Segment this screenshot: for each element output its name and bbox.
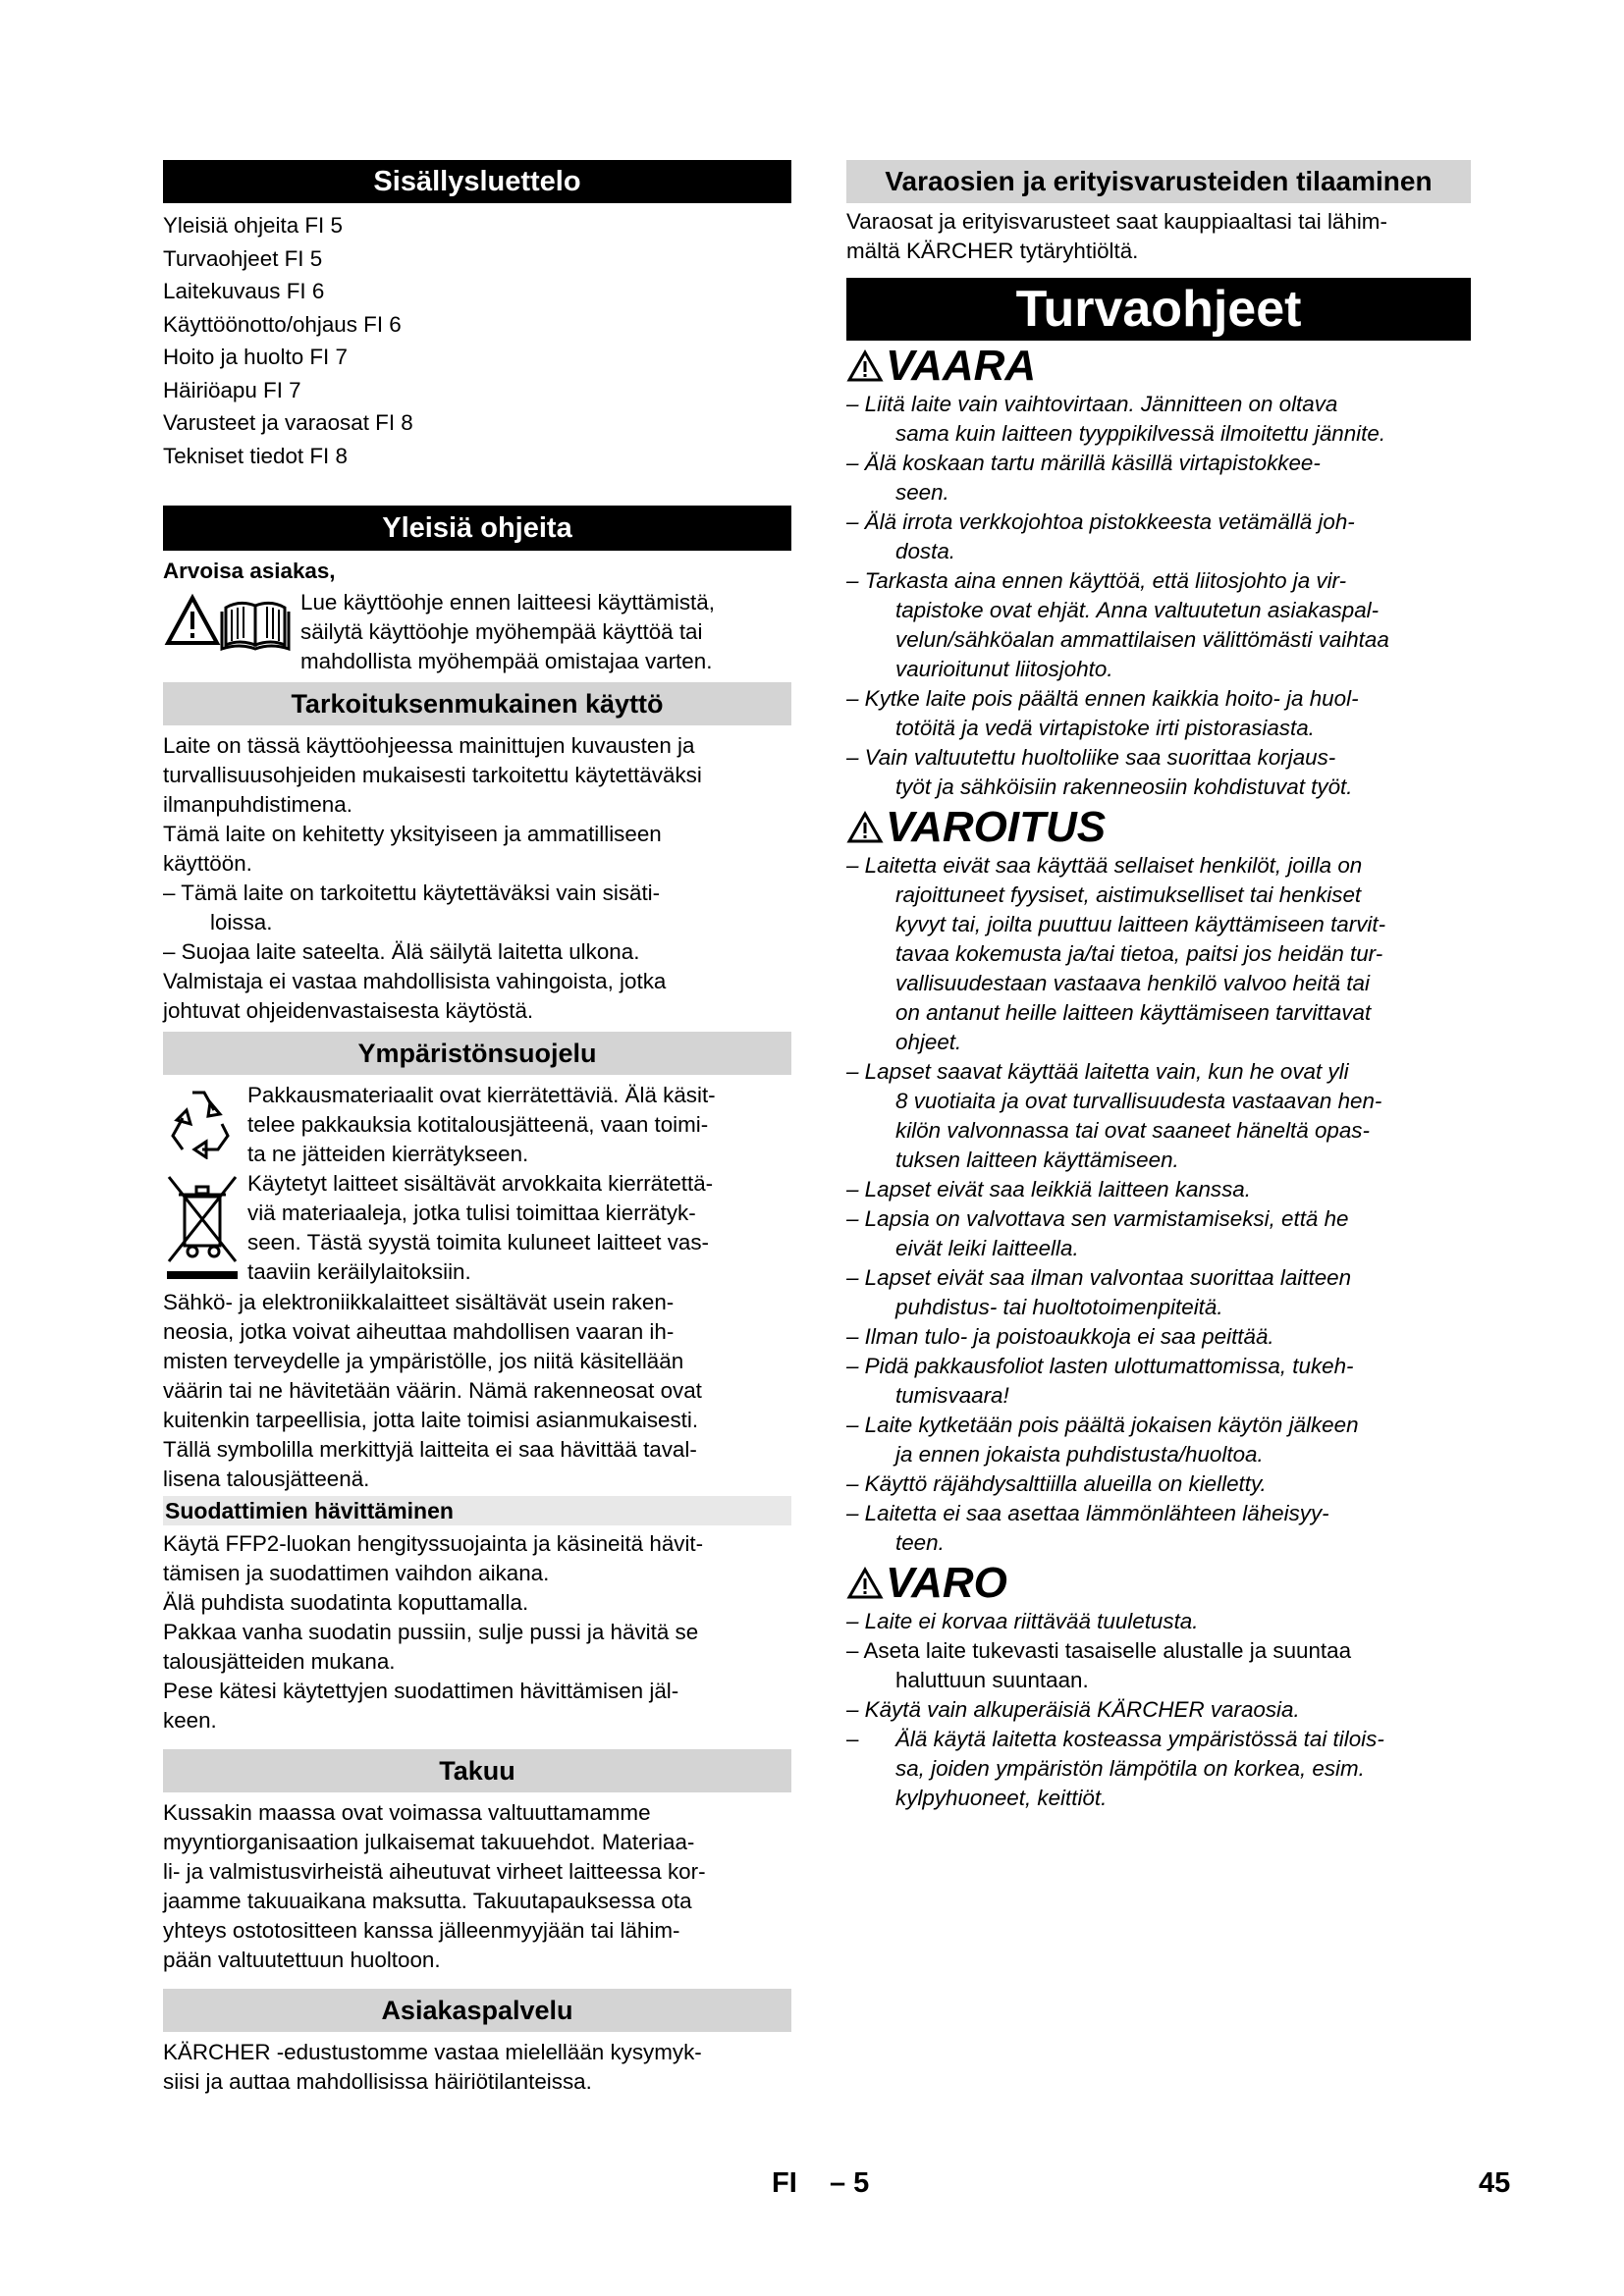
safety-item-line: – Kytke laite pois päältä ennen kaikkia hoito- ja huol-	[846, 686, 1359, 711]
safety-item-line: sama kuin laitteen tyyppikilvessä ilmoitettu jännite.	[895, 421, 1386, 446]
read-manual-block	[163, 588, 791, 676]
recycle-icon	[163, 1081, 247, 1169]
text-line: Sähkö- ja elektroniikkalaitteet sisältävät usein raken-	[163, 1290, 675, 1314]
text-line: Laite on tässä käyttöohjeessa mainittujen kuvausten ja	[163, 733, 695, 758]
toc-item: Häiriöapu FI 7	[163, 377, 301, 402]
text-line: jaamme takuuaikana maksutta. Takuutapauksessa ota	[163, 1889, 692, 1913]
read-manual-icon	[163, 588, 300, 667]
safety-item-line: – Liitä laite vain vaihtovirtaan. Jännitteen on oltava	[846, 392, 1338, 416]
text-line: neosia, jotka voivat aiheuttaa mahdollisen vaaran ih-	[163, 1319, 675, 1344]
safety-item	[846, 1352, 1471, 1411]
intended-use-heading: Tarkoituksenmukainen käyttö	[163, 682, 791, 725]
safety-item-line: – Laite ei korvaa riittävää tuuletusta.	[846, 1609, 1199, 1633]
footer-language: FI	[772, 2167, 797, 2199]
safety-item-line: – Älä käytä laitetta kosteassa ympäristössä tai tilois-	[846, 1725, 1471, 1754]
safety-item-line: sa, joiden ympäristön lämpötila on korkea, esim.	[895, 1756, 1365, 1781]
intended-use-dash-2: – Suojaa laite sateelta. Älä säilytä laitetta ulkona.	[163, 939, 640, 964]
safety-item-line: 8 vuotiaita ja ovat turvallisuudesta vastaavan hen-	[895, 1089, 1382, 1113]
safety-item-line: – Lapset eivät saa ilman valvontaa suorittaa laitteen	[846, 1265, 1352, 1290]
safety-item	[846, 507, 1471, 566]
text-line: siisi ja auttaa mahdollisissa häiriötilanteissa.	[163, 2069, 592, 2094]
parts-heading: Varaosien ja erityisvarusteiden tilaaminen	[846, 160, 1471, 203]
toc-item: Yleisiä ohjeita FI 5	[163, 213, 343, 238]
safety-item-line: eivät leiki laitteella.	[895, 1236, 1079, 1260]
read-manual-line: Lue käyttöohje ennen laitteesi käyttämistä,	[300, 590, 715, 614]
safety-item-line: – Älä koskaan tartu märillä käsillä virtapistokkee-	[846, 451, 1321, 475]
danger-heading	[846, 343, 1471, 390]
filters-heading: Suodattimien hävittäminen	[163, 1496, 791, 1525]
text-line: kuitenkin tarpeellisia, jotta laite toimisi asianmukaisesti.	[163, 1408, 699, 1432]
warning-list	[846, 851, 1471, 1558]
safety-item	[846, 449, 1471, 507]
safety-item	[846, 1175, 1471, 1204]
text-line: pään valtuutettuun huoltoon.	[163, 1948, 441, 1972]
text-line: ilmanpuhdistimena.	[163, 792, 352, 817]
caution-list	[846, 1607, 1471, 1813]
safety-item-line: – Pidä pakkausfoliot lasten ulottumattomissa, tukeh-	[846, 1354, 1354, 1378]
intended-use-body	[163, 731, 791, 1026]
caution-heading	[846, 1560, 1471, 1607]
warranty-text	[163, 1798, 791, 1975]
safety-item-line: puhdistus- tai huoltotoimenpiteitä.	[895, 1295, 1223, 1319]
text-line: lisena talousjätteenä.	[163, 1467, 370, 1491]
safety-item-line: kylpyhuoneet, keittiöt.	[895, 1786, 1108, 1810]
safety-item-line: velun/sähköalan ammattilaisen välittömästi vaihtaa	[895, 627, 1389, 652]
safety-item-line: dosta.	[895, 539, 955, 563]
safety-item-line: työt ja sähköisiin rakenneosiin kohdistuvat työt.	[895, 774, 1353, 799]
service-heading: Asiakaspalvelu	[163, 1989, 791, 2032]
toc-item: Turvaohjeet FI 5	[163, 245, 323, 271]
safety-item	[846, 1725, 1471, 1813]
safety-item	[846, 743, 1471, 802]
text-line: Pakkaa vanha suodatin pussiin, sulje pussi ja hävitä se	[163, 1620, 699, 1644]
text-line: talousjätteiden mukana.	[163, 1649, 396, 1674]
recycle-block	[163, 1081, 791, 1169]
footer-page-number: 45	[1479, 2167, 1511, 2199]
text-line: Älä puhdista suodatinta koputtamalla.	[163, 1590, 529, 1615]
safety-item	[846, 1636, 1471, 1695]
environment-heading: Ympäristönsuojelu	[163, 1032, 791, 1075]
safety-item-line: teen.	[895, 1530, 945, 1555]
safety-item-line: – Laitetta eivät saa käyttää sellaiset henkilöt, joilla on	[846, 853, 1363, 878]
text-line: käyttöön.	[163, 851, 252, 876]
safety-item-line: – Lapsia on valvottava sen varmistamiseksi, että he	[846, 1206, 1349, 1231]
text-line: väärin tai ne hävitetään väärin. Nämä rakenneosat ovat	[163, 1378, 702, 1403]
read-manual-line: säilytä käyttöohje myöhempää käyttöä tai	[300, 619, 703, 644]
safety-item-line: – Aseta laite tukevasti tasaiselle alustalle ja suuntaa	[846, 1638, 1352, 1663]
filters-text	[163, 1529, 791, 1735]
safety-item-line: tuksen laitteen käyttämiseen.	[895, 1148, 1179, 1172]
toc-item: Tekniset tiedot FI 8	[163, 443, 348, 468]
safety-item-line: ja ennen jokaista puhdistusta/huoltoa.	[895, 1442, 1264, 1467]
safety-item	[846, 1607, 1471, 1636]
safety-item-line: seen.	[895, 480, 949, 505]
text-line: mältä KÄRCHER tytäryhtiöltä.	[846, 239, 1139, 263]
text-line: misten terveydelle ja ympäristölle, jos niitä käsitellään	[163, 1349, 684, 1373]
toc-item: Hoito ja huolto FI 7	[163, 345, 348, 369]
text-line: – Tämä laite on tarkoitettu käytettäväksi vain sisäti-	[163, 881, 661, 905]
text-line: telee pakkauksia kotitalousjätteenä, vaan toimi-	[247, 1112, 709, 1137]
safety-item-line: – Laite kytketään pois päältä jokaisen käytön jälkeen	[846, 1413, 1359, 1437]
safety-item-line: vallisuudestaan vastaava henkilö valvoo heitä tai	[895, 971, 1370, 995]
safety-item-line: tapistoke ovat ehjät. Anna valtuutetun asiakaspal-	[895, 598, 1380, 622]
text-line: Tämä laite on kehitetty yksityiseen ja ammatilliseen	[163, 822, 662, 846]
safety-item-line: totöitä ja vedä virtapistoke irti pistorasiasta.	[895, 716, 1315, 740]
read-manual-line: mahdollista myöhempää omistajaa varten.	[300, 649, 713, 673]
text-line: Tällä symbolilla merkittyjä laitteita ei saa hävittää taval-	[163, 1437, 697, 1462]
safety-item	[846, 566, 1471, 684]
danger-label: VAARA	[886, 342, 1037, 390]
safety-item-line: vaurioitunut liitosjohto.	[895, 657, 1113, 681]
text-line: johtuvat ohjeidenvastaisesta käytöstä.	[163, 998, 534, 1023]
recycle-text	[247, 1081, 716, 1169]
safety-item-line: rajoittuneet fyysiset, aistimukselliset tai henkiset	[895, 882, 1362, 907]
toc-item: Käyttöönotto/ohjaus FI 6	[163, 311, 402, 337]
safety-item	[846, 1411, 1471, 1469]
safety-item	[846, 1469, 1471, 1499]
service-text	[163, 2038, 791, 2097]
safety-item-line: kyvyt tai, joilta puuttuu laitteen käyttämiseen tarvit-	[895, 912, 1386, 936]
toc-item: Laitekuvaus FI 6	[163, 279, 325, 303]
caution-label: VARO	[886, 1559, 1007, 1607]
text-line: tämisen ja suodattimen vaihdon aikana.	[163, 1561, 550, 1585]
toc-item: Varusteet ja varaosat FI 8	[163, 410, 413, 435]
weee-text	[247, 1169, 713, 1288]
safety-item	[846, 1322, 1471, 1352]
text-line: Käytä FFP2-luokan hengityssuojainta ja käsineitä hävit-	[163, 1531, 704, 1556]
toc-list	[163, 209, 791, 472]
toc-heading: Sisällysluettelo	[163, 160, 791, 203]
safety-heading: Turvaohjeet	[846, 278, 1471, 341]
safety-item-line: – Laitetta ei saa asettaa lämmönlähteen läheisyy-	[846, 1501, 1329, 1525]
safety-item-line: – Ilman tulo- ja poistoaukkoja ei saa peittää.	[846, 1324, 1274, 1349]
safety-item-line: – Lapset saavat käyttää laitetta vain, kun he ovat yli	[846, 1059, 1349, 1084]
intended-use-dash-1	[163, 879, 791, 937]
safety-item	[846, 390, 1471, 449]
read-manual-text	[300, 588, 715, 676]
text-line: keen.	[163, 1708, 217, 1733]
safety-item	[846, 1695, 1471, 1725]
safety-item-line: tavaa kokemusta ja/tai tietoa, paitsi jos heidän tur-	[895, 941, 1383, 966]
safety-item-line: – Tarkasta aina ennen käyttöä, että liitosjohto ja vir-	[846, 568, 1347, 593]
intended-use-lines	[163, 731, 791, 879]
safety-item-line: – Älä irrota verkkojohtoa pistokkeesta vetämällä joh-	[846, 509, 1355, 534]
greeting: Arvoisa asiakas,	[163, 559, 336, 583]
safety-item	[846, 1057, 1471, 1175]
safety-item-line: – Vain valtuutettu huoltoliike saa suorittaa korjaus-	[846, 745, 1336, 770]
warning-triangle-icon	[846, 349, 884, 383]
safety-item	[846, 851, 1471, 1057]
safety-item	[846, 1499, 1471, 1558]
safety-item	[846, 1204, 1471, 1263]
general-heading: Yleisiä ohjeita	[163, 506, 791, 551]
text-line: Kussakin maassa ovat voimassa valtuuttamamme	[163, 1800, 651, 1825]
text-line: ta ne jätteiden kierrätykseen.	[247, 1142, 529, 1166]
text-line: myyntiorganisaation julkaisemat takuuehdot. Materiaa-	[163, 1830, 695, 1854]
safety-item-line: tumisvaara!	[895, 1383, 1009, 1408]
text-line: turvallisuusohjeiden mukaisesti tarkoitettu käytettäväksi	[163, 763, 702, 787]
safety-item	[846, 684, 1471, 743]
text-line: Pakkausmateriaalit ovat kierrätettäviä. Älä käsit-	[247, 1083, 716, 1107]
safety-item-line: ohjeet.	[895, 1030, 962, 1054]
right-column	[846, 160, 1471, 1813]
warning-heading	[846, 804, 1471, 851]
text-line: Valmistaja ei vastaa mahdollisista vahingoista, jotka	[163, 969, 667, 993]
text-line: Pese kätesi käytettyjen suodattimen hävittämisen jäl-	[163, 1679, 679, 1703]
text-line: yhteys ostotositteen kanssa jälleenmyyjään tai lähim-	[163, 1918, 680, 1943]
safety-item-line: – Käyttö räjähdysalttiilla alueilla on kielletty.	[846, 1471, 1267, 1496]
safety-item	[846, 1263, 1471, 1322]
text-line: seen. Tästä syystä toimita kuluneet laitteet vas-	[247, 1230, 710, 1255]
safety-item-line: kilön valvonnassa tai ovat saaneet häneltä opas-	[895, 1118, 1370, 1143]
dash-mark: –	[846, 1727, 859, 1751]
left-column	[163, 160, 791, 2097]
danger-list	[846, 390, 1471, 802]
safety-item-line: haluttuun suuntaan.	[895, 1668, 1089, 1692]
text-line: Varaosat ja erityisvarusteet saat kauppiaaltasi tai lähim-	[846, 209, 1387, 234]
warning-label: VAROITUS	[886, 803, 1107, 851]
intended-use-lines-2	[163, 967, 791, 1026]
warning-triangle-icon	[846, 811, 884, 844]
text-line: taaviin keräilylaitoksiin.	[247, 1259, 471, 1284]
weee-bin-icon	[163, 1169, 247, 1288]
safety-item-line: – Lapset eivät saa leikkiä laitteen kanssa.	[846, 1177, 1251, 1201]
warning-triangle-icon	[846, 1567, 884, 1600]
text-line: loissa.	[210, 910, 273, 934]
safety-item-line: – Käytä vain alkuperäisiä KÄRCHER varaosia.	[846, 1697, 1300, 1722]
warranty-heading: Takuu	[163, 1749, 791, 1792]
safety-item-line: on antanut heille laitteen käyttämiseen tarvittavat	[895, 1000, 1372, 1025]
parts-text	[846, 207, 1471, 266]
text-line: viä materiaaleja, jotka tulisi toimittaa kierrätyk-	[247, 1201, 696, 1225]
text-line: Käytetyt laitteet sisältävät arvokkaita kierrätettä-	[247, 1171, 714, 1196]
footer-section-page: – 5	[830, 2167, 870, 2199]
electronics-text	[163, 1288, 791, 1494]
text-line: li- ja valmistusvirheistä aiheutuvat virheet laitteessa kor-	[163, 1859, 706, 1884]
text-line: KÄRCHER -edustustomme vastaa mielellään kysymyk-	[163, 2040, 702, 2064]
weee-block	[163, 1169, 791, 1288]
